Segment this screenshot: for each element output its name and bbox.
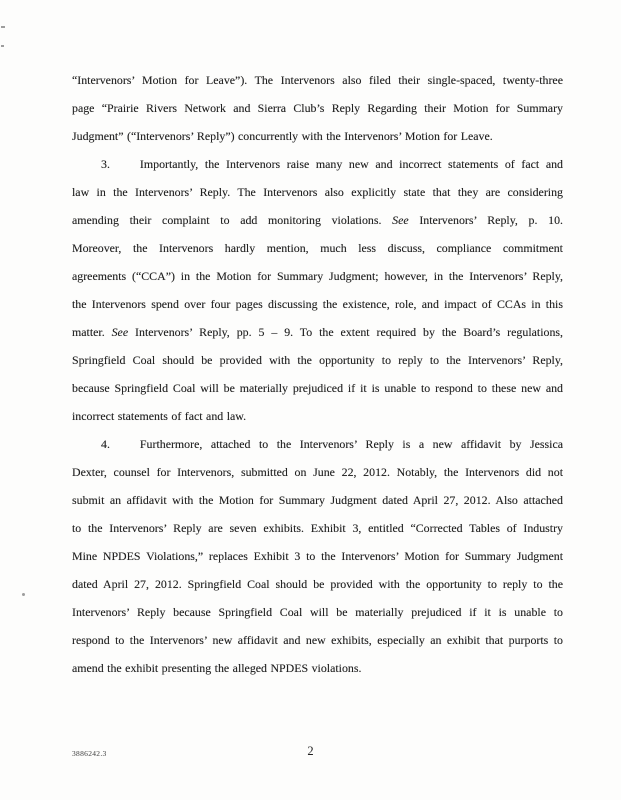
text-line	[72, 206, 563, 234]
text-segment: Intervenors’ Reply because Springfield Coal will be materially prejudiced if it is unable to	[72, 605, 563, 619]
scan-artifact	[22, 593, 25, 596]
text-segment: Mine NPDES Violations,” replaces Exhibit 3 to the Intervenors’ Motion for Summary Judgment	[72, 549, 563, 563]
text-line	[72, 178, 563, 206]
page-number: 2	[307, 744, 314, 758]
text-segment: Intervenors’ Reply, pp. 5 – 9. To the extent required by the Board’s regulations,	[128, 325, 563, 339]
text-line	[72, 430, 563, 458]
text-segment: incorrect statements of fact and law.	[72, 409, 247, 423]
text-segment: amending their complaint to add monitoring violations.	[72, 213, 393, 227]
citation-signal: See	[111, 325, 129, 339]
text-line	[72, 486, 563, 514]
text-segment: law in the Intervenors’ Reply. The Intervenors also explicitly state that they are considering	[72, 185, 563, 199]
text-segment: Springfield Coal should be provided with the opportunity to reply to the Intervenors’ Reply,	[72, 353, 563, 367]
text-segment: amend the exhibit presenting the alleged NPDES violations.	[72, 661, 362, 675]
scan-artifact	[1, 26, 5, 28]
text-line	[72, 458, 563, 486]
text-segment: to the Intervenors’ Reply are seven exhibits. Exhibit 3, entitled “Corrected Tables of Industry	[72, 521, 563, 535]
text-line	[72, 150, 563, 178]
text-segment: Intervenors’ Reply, p. 10.	[408, 213, 563, 227]
citation-signal: See	[392, 213, 409, 227]
text-segment: Furthermore, attached to the Intervenors’ Reply is a new affidavit by Jessica	[139, 437, 563, 451]
text-line	[72, 542, 563, 570]
text-line	[72, 290, 563, 318]
document-body	[72, 66, 563, 682]
document-number: 3886242.3	[72, 749, 107, 758]
text-line	[72, 234, 563, 262]
text-line	[72, 262, 563, 290]
text-segment: page “Prairie Rivers Network and Sierra Club’s Reply Regarding their Motion for Summary	[72, 101, 563, 115]
paragraph-number: 3.	[101, 157, 110, 171]
text-segment: Judgment” (“Intervenors’ Reply”) concurrently with the Intervenors’ Motion for Leave.	[72, 129, 493, 143]
text-line	[72, 318, 563, 346]
text-line	[72, 122, 563, 150]
text-line	[72, 374, 563, 402]
text-segment: submit an affidavit with the Motion for Summary Judgment dated April 27, 2012. Also attached	[72, 493, 563, 507]
text-segment: respond to the Intervenors’ new affidavit and new exhibits, especially an exhibit that purports to	[72, 633, 563, 647]
text-line	[72, 570, 563, 598]
text-segment: because Springfield Coal will be materially prejudiced if it is unable to respond to these new and	[72, 381, 563, 395]
text-line	[72, 402, 563, 430]
text-line	[72, 66, 563, 94]
text-segment: Moreover, the Intervenors hardly mention, much less discuss, compliance commitment	[72, 241, 563, 255]
text-segment: Dexter, counsel for Intervenors, submitted on June 22, 2012. Notably, the Intervenors did not	[72, 465, 563, 479]
text-segment: Importantly, the Intervenors raise many new and incorrect statements of fact and	[139, 157, 563, 171]
scan-artifact	[1, 45, 4, 47]
text-line	[72, 626, 563, 654]
text-segment: dated April 27, 2012. Springfield Coal should be provided with the opportunity to reply to the	[72, 577, 563, 591]
text-line	[72, 94, 563, 122]
paragraph-number: 4.	[101, 437, 110, 451]
text-line	[72, 346, 563, 374]
text-line	[72, 514, 563, 542]
text-segment: agreements (“CCA”) in the Motion for Summary Judgment; however, in the Intervenors’ Reply,	[72, 269, 563, 283]
text-segment: the Intervenors spend over four pages discussing the existence, role, and impact of CCAs in this	[72, 297, 563, 311]
text-line	[72, 598, 563, 626]
text-segment: “Intervenors’ Motion for Leave”). The Intervenors also filed their single-spaced, twenty-three	[72, 73, 563, 87]
text-segment: matter.	[72, 325, 112, 339]
text-line	[72, 654, 563, 682]
